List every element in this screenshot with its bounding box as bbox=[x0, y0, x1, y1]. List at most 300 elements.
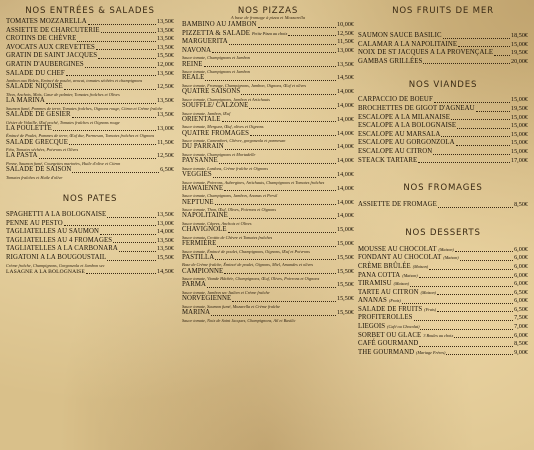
dot-leader bbox=[215, 204, 336, 205]
menu-item-name: ESCALOPE AU MARSALA bbox=[358, 130, 441, 138]
menu-item-price: 14,00€ bbox=[336, 88, 354, 96]
dot-leader bbox=[441, 136, 510, 137]
menu-item-price: 11,50€ bbox=[157, 138, 174, 146]
menu-item-name: DU PARRAIN bbox=[182, 143, 224, 151]
menu-item bbox=[6, 18, 174, 27]
menu-item-name: PIZZETTA & SALADE bbox=[182, 29, 250, 37]
menu-item-note: (Maison) bbox=[412, 263, 429, 269]
dot-leader bbox=[437, 311, 513, 312]
menu-item-note: Petite Pizza au choix bbox=[252, 30, 288, 36]
dot-leader bbox=[66, 75, 156, 76]
dot-leader bbox=[443, 38, 510, 39]
menu-item-price: 20,00€ bbox=[510, 57, 528, 65]
menu-item-name: CAFÉ GOURMAND bbox=[358, 340, 419, 348]
dot-leader bbox=[410, 286, 513, 287]
menu-item-name: LASAGNE A LA BOLOGNAISE bbox=[6, 268, 85, 275]
menu-item bbox=[358, 58, 528, 67]
menu-item-note: 3 Boules au choix bbox=[423, 332, 454, 338]
menu-item-price: 13,00€ bbox=[156, 219, 174, 227]
menu-item-price: 11,50€ bbox=[337, 38, 354, 46]
menu-item-price: 6,00€ bbox=[514, 331, 528, 339]
menu-item-price: 14,00€ bbox=[156, 228, 174, 236]
menu-item-price: 15,50€ bbox=[336, 295, 354, 303]
menu-item-name: GRATIN D'AUBERGINES bbox=[6, 60, 84, 68]
menu-item-description: Sauce tomate, Noix de Saint Jacques, Champignons, Ail et Basilic bbox=[182, 317, 296, 323]
menu-item bbox=[358, 254, 528, 263]
menu-item bbox=[6, 125, 174, 134]
menu-item-price: 12,00€ bbox=[156, 60, 174, 68]
menu-item-name: NORVEGIENNE bbox=[182, 295, 232, 303]
dot-leader bbox=[419, 346, 513, 347]
menu-item-description: Penne, Saumon fumé, Courgettes marinées, Huile d'olive et Citron bbox=[6, 160, 121, 166]
dot-leader bbox=[46, 103, 156, 104]
menu-item bbox=[182, 212, 354, 221]
dot-leader bbox=[215, 259, 336, 260]
menu-item-name: ASSIETTE DE CHARCUTERIE bbox=[6, 26, 100, 34]
menu-item-name: MOUSSE AU CHOCOLAT bbox=[358, 245, 437, 253]
menu-item bbox=[358, 349, 528, 358]
menu-item-price: 8,50€ bbox=[514, 340, 528, 348]
menu-item-description: Saumon fumé, Pommes de terre, Tomates fraîches, Oignons rouge, Citron et Crème fraîche bbox=[6, 105, 163, 111]
dot-leader bbox=[457, 128, 510, 129]
menu-item-name: ASSIETTE DE FROMAGE bbox=[358, 201, 437, 209]
menu-item-price: 13,00€ bbox=[336, 46, 354, 54]
menu-item bbox=[358, 289, 528, 298]
menu-item-description: Sauce tomate, Viande Hâchée, Champignons, Œuf, Olives, Poivrons et Oignons bbox=[182, 276, 320, 282]
dot-leader bbox=[222, 121, 336, 122]
menu-item-description: Jambon aux Bolets, Emincé de poulet, avocat, tomates séchées et champignons bbox=[6, 78, 143, 84]
dot-leader bbox=[69, 144, 156, 145]
dot-leader bbox=[437, 294, 513, 295]
dot-leader bbox=[414, 320, 514, 321]
menu-item-description: Sauce tomate, Lardons, Crème fraîche et Oignons bbox=[182, 165, 269, 171]
dot-leader bbox=[98, 58, 156, 59]
menu-item bbox=[358, 114, 528, 123]
dot-leader bbox=[85, 67, 156, 68]
menu-item-price: 6,50€ bbox=[514, 305, 528, 313]
menu-item-description: Tomates fraîches et Huile d'olive bbox=[6, 174, 63, 180]
dot-leader bbox=[86, 273, 156, 274]
menu-column-left bbox=[6, 0, 174, 450]
menu-item-price: 15,00€ bbox=[510, 139, 528, 147]
menu-item-note: (Maison) bbox=[420, 289, 436, 295]
menu-item-price: 15,00€ bbox=[510, 122, 528, 130]
menu-item-price: 6,00€ bbox=[514, 254, 528, 262]
menu-item-description: Sauce tomate, Câpres, Anchois et Olives bbox=[182, 220, 252, 226]
menu-item-price: 13,50€ bbox=[156, 236, 174, 244]
menu-item bbox=[358, 131, 528, 140]
menu-item bbox=[6, 139, 174, 148]
menu-item-price: 15,00€ bbox=[510, 96, 528, 104]
menu-item bbox=[358, 306, 528, 315]
menu-item-name: PENNE AU PESTO bbox=[6, 219, 63, 227]
dot-leader bbox=[456, 145, 510, 146]
menu-item-description: Sauce tomate, Champignons, Jambon et Artichauts bbox=[182, 96, 270, 102]
dot-leader bbox=[101, 32, 156, 33]
dot-leader bbox=[446, 354, 513, 355]
menu-item-name: SALADE GRECQUE bbox=[6, 138, 69, 146]
menu-item-name: SALADE DE GESIER bbox=[6, 110, 71, 118]
dot-leader bbox=[429, 269, 513, 270]
entrees-list bbox=[6, 18, 174, 180]
dot-leader bbox=[402, 303, 513, 304]
menu-item-price: 12,50€ bbox=[156, 152, 174, 160]
menu-item bbox=[182, 309, 354, 318]
dot-leader bbox=[460, 260, 513, 261]
menu-item-note: (Maison) bbox=[402, 272, 418, 278]
menu-item bbox=[182, 21, 354, 30]
menu-item-description: Sauce tomate, Thon, Œuf, Olives, Poivrons et Oignons bbox=[182, 207, 277, 213]
menu-item-price: 15,00€ bbox=[510, 130, 528, 138]
dot-leader bbox=[258, 27, 336, 28]
dot-leader bbox=[77, 41, 156, 42]
menu-item-name: VEGGIES bbox=[182, 170, 212, 178]
menu-item-price: 19,50€ bbox=[510, 104, 528, 112]
menu-item-name: QUATRE SAISONS bbox=[182, 88, 241, 96]
dot-leader bbox=[225, 149, 336, 150]
menu-item-price: 6,00€ bbox=[514, 297, 528, 305]
menu-item-name: CAMPIONNE bbox=[182, 267, 224, 275]
dot-leader bbox=[451, 119, 510, 120]
desserts-list bbox=[358, 246, 528, 358]
menu-item-price: 12,50€ bbox=[336, 29, 354, 37]
menu-item bbox=[182, 171, 354, 180]
dot-leader bbox=[207, 287, 336, 288]
menu-item-price: 12,50€ bbox=[156, 83, 174, 91]
menu-item-price: 13,50€ bbox=[156, 69, 174, 77]
dot-leader bbox=[241, 94, 336, 95]
menu-item bbox=[6, 211, 174, 220]
dot-leader bbox=[224, 190, 336, 191]
menu-item bbox=[182, 61, 354, 70]
dot-leader bbox=[476, 111, 510, 112]
dot-leader bbox=[205, 80, 336, 81]
menu-item bbox=[358, 41, 528, 50]
menu-item bbox=[182, 47, 354, 56]
menu-item bbox=[358, 340, 528, 349]
menu-item-price: 13,50€ bbox=[156, 18, 174, 25]
menu-item-price: 15,00€ bbox=[336, 239, 354, 247]
menu-item bbox=[358, 139, 528, 148]
dot-leader bbox=[288, 35, 336, 36]
menu-item bbox=[6, 245, 174, 254]
menu-item-name: TAGLIATELLES A LA CARBONARA bbox=[6, 245, 118, 253]
dot-leader bbox=[423, 63, 510, 64]
menu-item-price: 14,00€ bbox=[336, 157, 354, 165]
dot-leader bbox=[438, 207, 513, 208]
section-title-pizzas: NOS PIZZAS bbox=[237, 6, 299, 16]
menu-item bbox=[6, 237, 174, 246]
menu-item-price: 14,00€ bbox=[336, 170, 354, 178]
menu-item-price: 14,00€ bbox=[336, 212, 354, 220]
menu-item-name: SORBET OU GLACE bbox=[358, 331, 422, 339]
menu-item-name: NAVONA bbox=[182, 46, 212, 54]
menu-item-price: 14,00€ bbox=[336, 115, 354, 123]
dot-leader bbox=[211, 315, 336, 316]
menu-item-description: Émincé de Poulet, Pommes de terre, Œuf dur, Parmesan, Tomates fraîches et Oignons bbox=[6, 133, 155, 139]
menu-item bbox=[6, 44, 174, 53]
menu-item-price: 10,00€ bbox=[336, 21, 354, 28]
menu-item-description: Sauce tomate, Jambon, Œuf bbox=[182, 110, 231, 116]
menu-item bbox=[6, 254, 174, 263]
menu-item-description: Sauce tomate, Saumon fumé, Mozarella et Crème fraîche bbox=[182, 303, 281, 309]
menu-item bbox=[358, 96, 528, 105]
dot-leader bbox=[434, 102, 510, 103]
menu-item-price: 6,50€ bbox=[160, 166, 174, 174]
menu-item bbox=[358, 323, 528, 332]
dot-leader bbox=[100, 234, 156, 235]
menu-item-name: CALAMAR A LA NAPOLITAINE bbox=[358, 40, 458, 48]
dot-leader bbox=[418, 162, 510, 163]
menu-item-name: STEACK TARTARE bbox=[358, 156, 418, 164]
dot-leader bbox=[224, 273, 336, 274]
menu-item-name: CARPACCIO DE BOEUF bbox=[358, 96, 433, 104]
menu-item-price: 15,50€ bbox=[336, 308, 354, 316]
menu-item-description: Sauce tomate, Camembert, Chèvre, gorgonzola et parmesan bbox=[182, 138, 286, 144]
menu-item bbox=[358, 201, 528, 210]
menu-item-price: 18,50€ bbox=[510, 32, 528, 39]
viandes-list bbox=[358, 96, 528, 165]
menu-item-note: (Café ou Chocolat) bbox=[387, 324, 420, 330]
menu-item bbox=[358, 148, 528, 157]
menu-item-description: Sauce tomate, Champignons et Jambon bbox=[182, 55, 250, 61]
menu-item bbox=[6, 52, 174, 61]
menu-item bbox=[182, 30, 354, 39]
menu-item-name: QUATRE FROMAGES bbox=[182, 129, 250, 137]
menu-item-name: SALADE NIÇOISE bbox=[6, 83, 63, 91]
menu-item bbox=[182, 102, 354, 111]
menu-item-price: 13,50€ bbox=[156, 110, 174, 118]
menu-item-description: Gésier de Volaille, Œuf poché, Tomates fraîches et Oignons rouge bbox=[6, 119, 120, 125]
menu-item bbox=[182, 281, 354, 290]
menu-item bbox=[6, 97, 174, 106]
menu-item-name: PROFITEROLLES bbox=[358, 314, 413, 322]
menu-item-price: 14,00€ bbox=[336, 101, 354, 109]
menu-item bbox=[358, 246, 528, 255]
dot-leader bbox=[213, 177, 336, 178]
menu-item bbox=[182, 38, 354, 47]
menu-item bbox=[358, 157, 528, 166]
menu-item-description: Sauce tomate, Champignons et Mortadelle bbox=[182, 151, 256, 157]
menu-item bbox=[182, 254, 354, 263]
dot-leader bbox=[72, 172, 159, 173]
menu-item bbox=[358, 314, 528, 323]
menu-item bbox=[6, 70, 174, 79]
menu-item-name: GAMBAS GRILLÉES bbox=[358, 57, 423, 65]
menu-item-name: SOUFFLE/ CALZONE bbox=[182, 101, 249, 109]
menu-item-name: CROTINS DE CHÈVRE bbox=[6, 35, 77, 43]
menu-item bbox=[182, 295, 354, 304]
dot-leader bbox=[250, 135, 336, 136]
dot-leader bbox=[232, 301, 336, 302]
menu-item bbox=[358, 105, 528, 114]
section-title-fromages: NOS FROMAGES bbox=[403, 183, 483, 194]
menu-item-price: 15,50€ bbox=[156, 52, 174, 60]
menu-item-price: 14,50€ bbox=[156, 267, 174, 275]
menu-item-price: 14,00€ bbox=[336, 129, 354, 137]
dot-leader bbox=[219, 163, 336, 164]
menu-item-name: ESCALOPE AU GORGONZOLA bbox=[358, 139, 455, 147]
dot-leader bbox=[96, 49, 156, 50]
menu-item-name: NOIX DE ST JACQUES A LA PROVENÇALE bbox=[358, 49, 494, 57]
menu-item-name: TAGLIATELLES AU SAUMON bbox=[6, 228, 100, 236]
menu-item-name: ANANAS bbox=[358, 297, 387, 305]
menu-item-name: ORIENTALE bbox=[182, 115, 221, 123]
menu-item-price: 15,00€ bbox=[336, 226, 354, 234]
menu-item-name: SPAGHETTI A LA BOLOGNAISE bbox=[6, 210, 107, 218]
section-title-viandes: NOS VIANDES bbox=[408, 80, 478, 91]
pizzas-subtitle: A base de fromage à pizza et Mozzarella bbox=[230, 15, 306, 20]
menu-item-price: 15,00€ bbox=[510, 147, 528, 155]
dot-leader bbox=[113, 242, 156, 243]
menu-item bbox=[182, 157, 354, 166]
menu-item-note: (Frais) bbox=[424, 306, 437, 312]
menu-item bbox=[6, 83, 174, 92]
menu-item-description: Sauce tomate, Champignons, Jambon, Ananas et Persil bbox=[182, 193, 278, 199]
menu-item-name: RIGATONI A LA BOUGOUSTAIL bbox=[6, 253, 107, 261]
dot-leader bbox=[454, 337, 513, 338]
menu-item-description: Sauce tomate, Fromage, Champignons, Jambon, Oignons, Œuf et olives bbox=[182, 82, 307, 88]
menu-item-name: ESCALOPE AU CITRON bbox=[358, 147, 433, 155]
menu-item bbox=[182, 268, 354, 277]
menu-item bbox=[6, 220, 174, 229]
menu-item-price: 14,00€ bbox=[336, 143, 354, 151]
menu-item bbox=[6, 166, 174, 175]
menu-item-price: 15,50€ bbox=[336, 281, 354, 289]
menu-item-name: LIEGOIS bbox=[358, 323, 386, 331]
menu-item-note: (Maison) bbox=[443, 255, 459, 261]
menu-item-name: NAPOLITAINE bbox=[182, 212, 228, 220]
menu-item-description: Féta, Tomates séchées, Poivrons et Olives bbox=[6, 147, 79, 153]
dot-leader bbox=[229, 44, 336, 45]
menu-item bbox=[358, 272, 528, 281]
section-title-entrees: NOS ENTRÉES & SALADES bbox=[25, 6, 155, 16]
menu-item-name: LA MARINA bbox=[6, 97, 45, 105]
menu-item-price: 13,50€ bbox=[156, 245, 174, 253]
menu-item-price: 13,50€ bbox=[156, 210, 174, 218]
pizzas-list bbox=[182, 21, 354, 323]
menu-item-name: CHAVIGNOLE bbox=[182, 226, 227, 234]
menu-item-price: 8,50€ bbox=[514, 201, 528, 209]
dot-leader bbox=[458, 46, 510, 47]
menu-item-name: FERMIÈRE bbox=[182, 239, 217, 247]
menu-item bbox=[358, 122, 528, 131]
menu-item-description: Thon, Anchois, Maïs, Cœur de palmier, Tomates fraîches et Olives bbox=[6, 91, 120, 97]
menu-item-name: SALADE DE SAISON bbox=[6, 166, 72, 174]
dot-leader bbox=[72, 117, 156, 118]
menu-item-price: 6,50€ bbox=[514, 288, 528, 296]
menu-item bbox=[182, 74, 354, 83]
menu-item bbox=[358, 263, 528, 272]
dot-leader bbox=[229, 218, 336, 219]
fromages-list bbox=[358, 201, 528, 210]
menu-item bbox=[358, 49, 528, 58]
dot-leader bbox=[119, 251, 156, 252]
menu-item-price: 6,00€ bbox=[514, 262, 528, 270]
menu-item-name: TAGLIATELLES AU 4 FROMAGES bbox=[6, 236, 113, 244]
dot-leader bbox=[217, 246, 336, 247]
menu-item bbox=[182, 143, 354, 152]
dot-leader bbox=[64, 225, 156, 226]
menu-item-price: 15,00€ bbox=[510, 113, 528, 121]
dot-leader bbox=[228, 232, 336, 233]
menu-item-description: Sauce tomate, Crottin de Chèvre et Tomates fraîches bbox=[182, 234, 273, 240]
mer-list bbox=[358, 32, 528, 66]
menu-item-price: 13,50€ bbox=[336, 60, 354, 68]
menu-item-price: 13,00€ bbox=[156, 124, 174, 132]
menu-item-price: 7,00€ bbox=[514, 323, 528, 331]
section-title-pates: NOS PATES bbox=[62, 193, 118, 204]
menu-item-name: ESCALOPE A LA BOLOGNAISE bbox=[358, 122, 457, 130]
menu-item bbox=[6, 35, 174, 44]
dot-leader bbox=[494, 55, 510, 56]
menu-column-right bbox=[358, 0, 528, 450]
menu-item-name: SALADE DU CHEF bbox=[6, 69, 65, 77]
menu-item bbox=[358, 297, 528, 306]
menu-item bbox=[6, 111, 174, 120]
menu-item bbox=[182, 226, 354, 235]
menu-item-note: (Maison) bbox=[393, 281, 410, 287]
menu-item-price: 14,50€ bbox=[336, 74, 354, 82]
menu-item bbox=[182, 185, 354, 194]
dot-leader bbox=[39, 158, 156, 159]
menu-item-name: TIRAMISU bbox=[358, 280, 392, 288]
dot-leader bbox=[419, 277, 513, 278]
menu-item-note: (Maison) bbox=[438, 246, 454, 252]
menu-item-name: LA POULETTE bbox=[6, 124, 52, 132]
menu-column-middle bbox=[182, 0, 354, 450]
menu-item-price: 9,00€ bbox=[514, 348, 528, 356]
menu-item-name: PAYSANNE bbox=[182, 157, 218, 165]
menu-item-name: MARGUERITA bbox=[182, 38, 228, 46]
menu-item-name: GRATIN DE SAINT JACQUES bbox=[6, 52, 98, 60]
menu-item-name: TOMATES MOZZARELLA bbox=[6, 18, 87, 25]
dot-leader bbox=[88, 24, 156, 25]
menu-item-name: PARMA bbox=[182, 281, 207, 289]
dot-leader bbox=[249, 108, 336, 109]
menu-item-price: 15,50€ bbox=[336, 253, 354, 261]
menu-item-name: SALADE DE FRUITS bbox=[358, 305, 423, 313]
menu-item-price: 13,50€ bbox=[156, 43, 174, 51]
menu-item bbox=[182, 116, 354, 125]
menu-item-note: (Mariage Frères) bbox=[416, 349, 446, 355]
menu-item bbox=[358, 32, 528, 41]
section-title-mer: NOS FRUITS DE MER bbox=[392, 6, 494, 16]
menu-item-price: 6,00€ bbox=[514, 271, 528, 279]
menu-item-description: Sauce tomate, Poivrons, Aubergines, Artichauts, Champignons et Tomates fraîches bbox=[182, 179, 325, 185]
menu-item-price: 6,00€ bbox=[514, 245, 528, 253]
menu-item-name: HAWAIENNE bbox=[182, 184, 224, 192]
menu-item bbox=[182, 240, 354, 249]
menu-item bbox=[182, 130, 354, 139]
dot-leader bbox=[204, 66, 336, 67]
menu-item-description: Sauce tomate, Merguez, Œuf, olives et Oignons bbox=[182, 124, 264, 130]
dot-leader bbox=[455, 251, 513, 252]
menu-item-name: REINE bbox=[182, 60, 203, 68]
menu-item-name: REALE bbox=[182, 74, 205, 82]
dot-leader bbox=[64, 89, 156, 90]
menu-item-price: 15,00€ bbox=[510, 40, 528, 48]
menu-item-name: PASTILLA bbox=[182, 253, 215, 261]
menu-item bbox=[182, 199, 354, 208]
pates-list bbox=[6, 211, 174, 276]
menu-item-price: 6,00€ bbox=[514, 280, 528, 288]
menu-item bbox=[6, 27, 174, 36]
menu-item-name: NEPTUNE bbox=[182, 198, 214, 206]
section-title-desserts: NOS DESSERTS bbox=[405, 227, 481, 238]
menu-item-description: Sauce tomate, Émincé de poulet, Champignons, Oignons, Œuf et Poivrons bbox=[182, 248, 310, 254]
menu-item-name: SAUMON SAUCE BASILIC bbox=[358, 32, 442, 39]
